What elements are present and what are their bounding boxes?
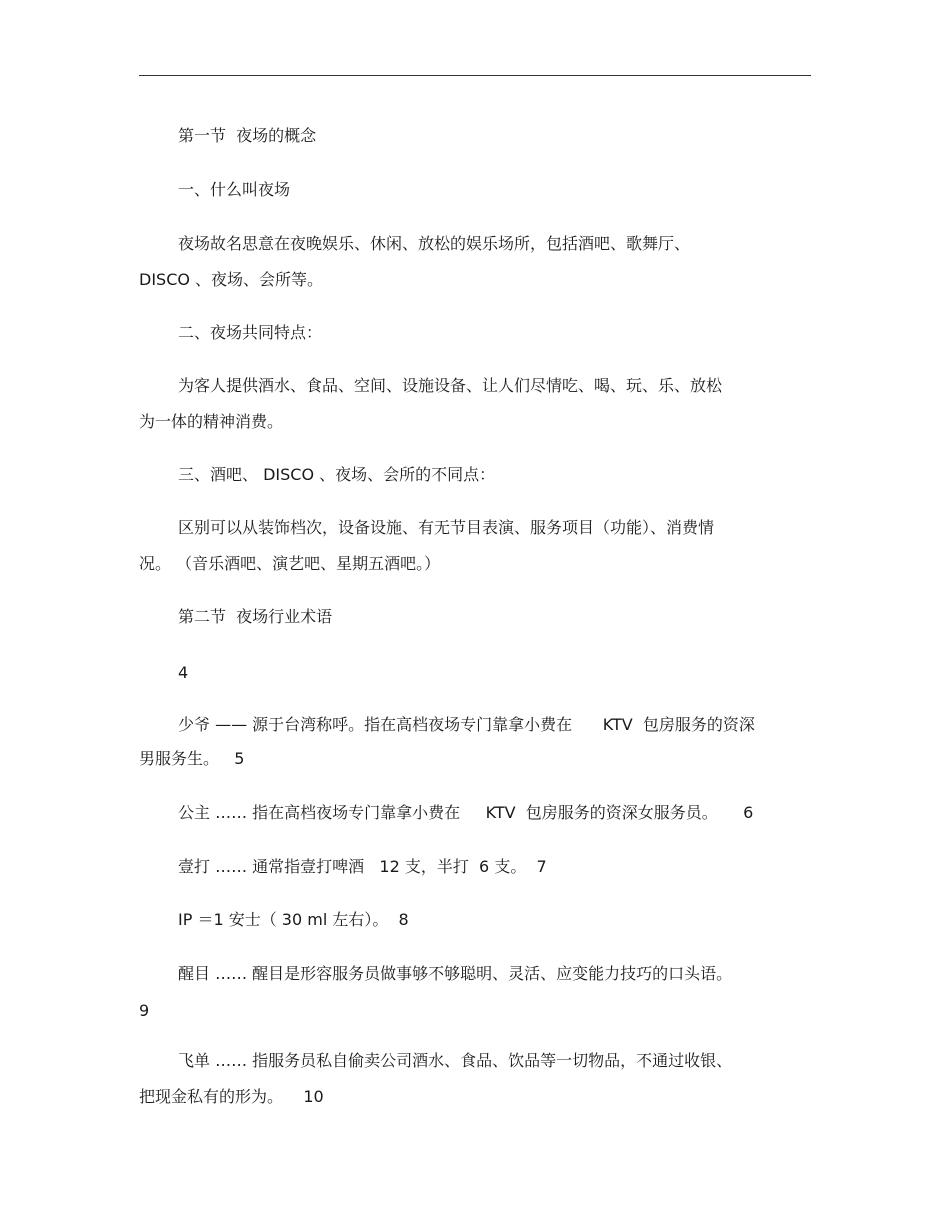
- paragraph-features-line-1: 为客人提供酒水、食品、空间、设施设备、让人们尽情吃、喝、玩、乐、放松: [178, 376, 723, 395]
- term-yida: 壹打 …… 通常指壹打啤酒 12 支，半打 6 支。 7: [178, 857, 547, 876]
- term-shaoye-line-2: 男服务生。 5: [139, 749, 245, 768]
- term-feidan-line-1: 飞单 …… 指服务员私自偷卖公司酒水、食品、饮品等一切物品，不通过收银、: [178, 1051, 733, 1070]
- term-xingmu-line-1: 醒目 …… 醒目是形容服务员做事够不够聪明、灵活、应变能力技巧的口头语。: [178, 964, 733, 983]
- subheading-2: 二、夜场共同特点：: [178, 323, 323, 342]
- term-ip: IP ＝1 安士（ 30 ml 左右）。 8: [178, 910, 409, 929]
- term-feidan-line-2: 把现金私有的形为。 10: [139, 1087, 324, 1106]
- subheading-3: 三、酒吧、 DISCO 、夜场、会所的不同点：: [178, 465, 496, 484]
- paragraph-definition-line-1: 夜场故名思意在夜晚娱乐、休闲、放松的娱乐场所，包括酒吧、歌舞厅、: [178, 234, 691, 253]
- subheading-1: 一、什么叫夜场: [178, 180, 291, 199]
- paragraph-differences-line-2: 况。 （音乐酒吧、演艺吧、星期五酒吧。）: [139, 554, 441, 573]
- term-xingmu-line-2: 9: [139, 1001, 150, 1020]
- header-rule: [139, 75, 811, 76]
- section-heading-2: 第二节 夜场行业术语: [178, 607, 333, 626]
- term-gongzhu: 公主 …… 指在高档夜场专门靠拿小费在 KTV 包房服务的资深女服务员。 6: [178, 803, 754, 822]
- number-marker: 4: [178, 663, 189, 682]
- section-heading-1: 第一节 夜场的概念: [178, 126, 317, 145]
- paragraph-definition-line-2: DISCO 、夜场、会所等。: [139, 270, 324, 289]
- paragraph-features-line-2: 为一体的精神消费。: [139, 412, 284, 431]
- term-shaoye-line-1: 少爷 —— 源于台湾称呼。指在高档夜场专门靠拿小费在 KTV 包房服务的资深: [178, 715, 755, 734]
- paragraph-differences-line-1: 区别可以从装饰档次，设备设施、有无节目表演、服务项目（功能）、消费情: [178, 518, 715, 537]
